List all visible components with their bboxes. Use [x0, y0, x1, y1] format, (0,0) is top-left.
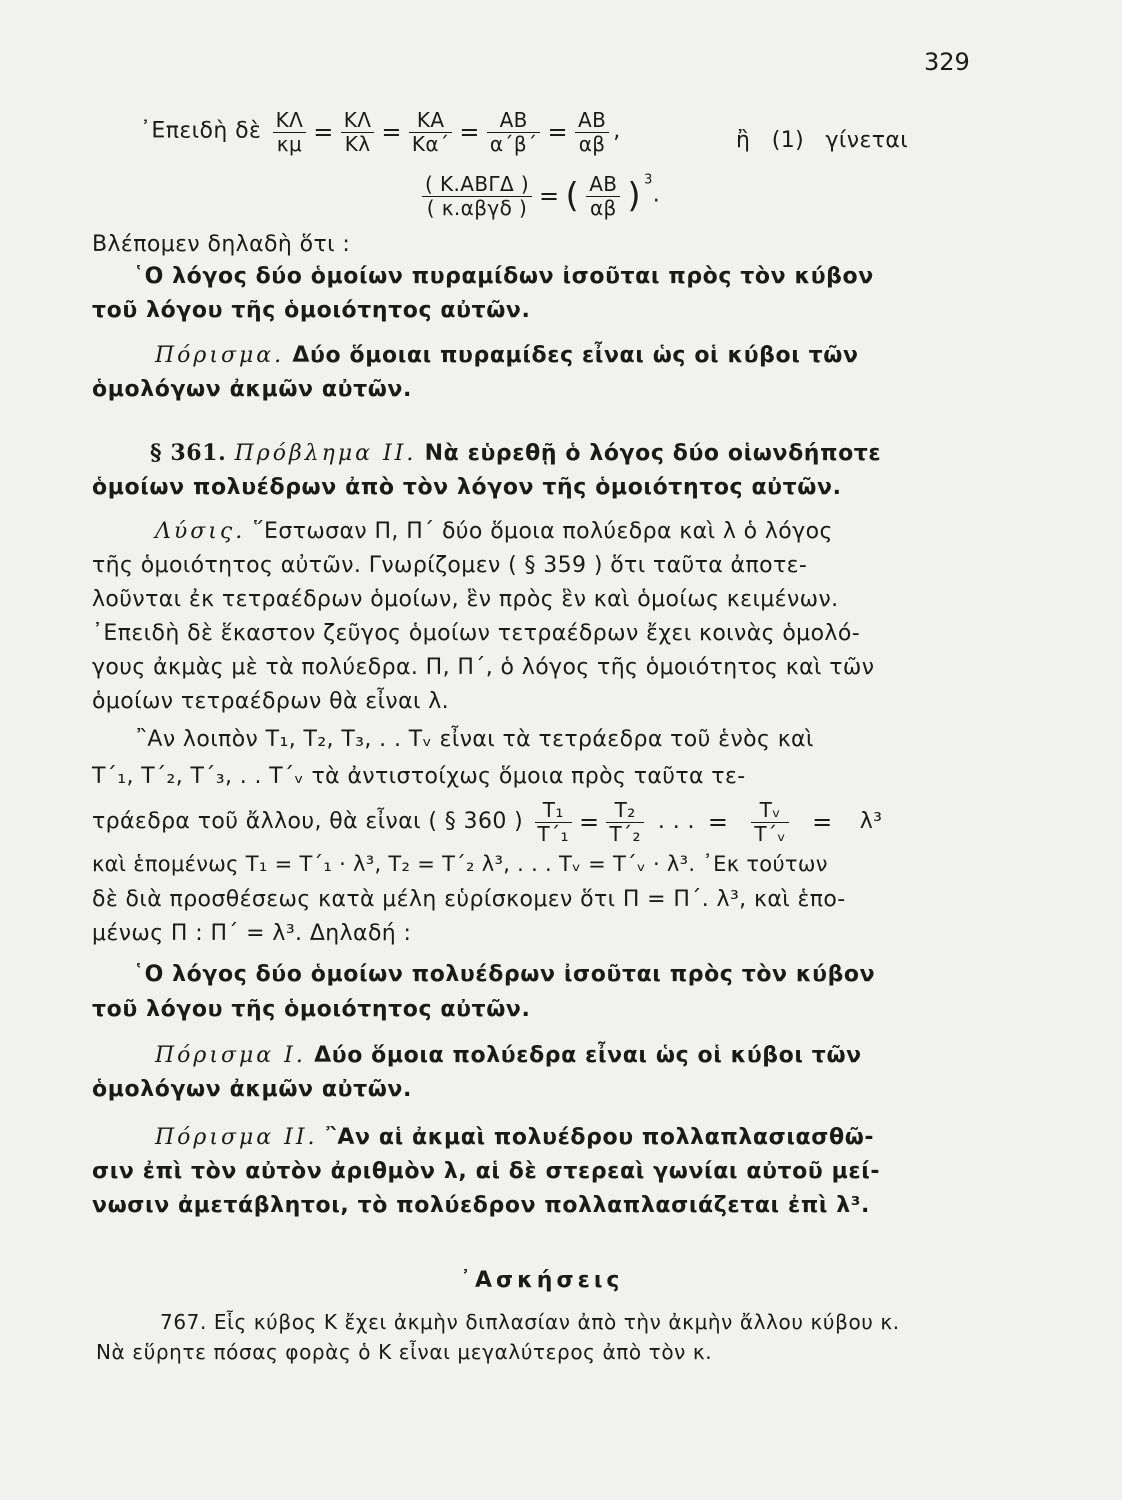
fraction-ab-ab: $\frac{AB}{\alpha\beta}$ [575, 108, 609, 155]
lysis-line5: γους ἀκμὰς μὲ τὰ πολύεδρα. Π, Π΄, ὁ λόγος τῆς ὁμοιότητος καὶ τῶν [92, 655, 875, 680]
porisma2-label: Πόρισμα Ι. [155, 1043, 306, 1068]
exercise-767-line2: Νὰ εὕρητε πόσας φορὰς ὁ Κ εἶναι μεγαλύτερος ἀπὸ τὸν κ. [96, 1340, 713, 1364]
fraction-t1: $\frac{\text{Τ₁}}{\text{Τ΄₁}}$ [535, 798, 572, 845]
volume-ratio-line: $\frac{\text{( Κ.ΑΒΓΔ )}}{\text{( κ.αβγδ )}}$ = ( $\frac{AB}{\alpha\beta}$ ) $^3$. [418, 172, 660, 219]
epeidi-prefix: ᾽Επειδὴ δὲ [140, 118, 262, 144]
lysis-line4: ᾽Επειδὴ δὲ ἕκαστον ζεῦγος ὁμοίων τετραέδρων ἔχει κοινὰς ὁμολό- [92, 621, 861, 646]
blepomen-line: Βλέπομεν δηλαδὴ ὅτι : [92, 232, 351, 257]
porisma1-label: Πόρισμα. [155, 343, 285, 368]
exercise-767-line1: 767. Εἷς κύβος Κ ἔχει ἀκμὴν διπλασίαν ἀπὸ τὴν ἀκμὴν ἄλλου κύβου κ. [160, 1310, 900, 1334]
lysis-line3: λοῦνται ἐκ τετραέδρων ὁμοίων, ἓν πρὸς ἓν καὶ ὁμοίως κειμένων. [92, 587, 839, 612]
fraction-ab-ab-cubed: $\frac{AB}{\alpha\beta}$ [586, 172, 620, 219]
theorem1-line2: τοῦ λόγου τῆς ὁμοιότητος αὐτῶν. [92, 298, 531, 323]
lysis-line1: Λύσις. ῞Εστωσαν Π, Π΄ δύο ὅμοια πολύεδρα καὶ λ ὁ λόγος [155, 519, 833, 544]
porisma2-line1: Πόρισμα Ι. Δύο ὅμοια πολύεδρα εἶναι ὡς οἱ κύβοι τῶν [155, 1043, 862, 1068]
exercises-heading: ᾽Ασκήσεις [460, 1268, 624, 1293]
an-line1: ῍Αν λοιπὸν Τ₁, Τ₂, Τ₃, . . Τᵥ εἶναι τὰ τετράεδρα τοῦ ἑνὸς καὶ [136, 727, 814, 752]
theorem1-line1: ῾Ο λόγος δύο ὁμοίων πυραμίδων ἰσοῦται πρὸς τὸν κύβον [133, 264, 874, 289]
porisma3-label: Πόρισμα ΙΙ. [155, 1125, 318, 1150]
porisma3-line3: νωσιν ἀμετάβλητοι, τὸ πολύεδρον πολλαπλασιάζεται ἐπὶ λ³. [92, 1193, 870, 1218]
porisma2-line2: ὁμολόγων ἀκμῶν αὐτῶν. [92, 1077, 412, 1102]
fraction-ab-ab-prime: $\frac{AB}{\alpha΄\beta΄}$ [487, 108, 541, 155]
lysis-label: Λύσις. [155, 519, 246, 544]
porisma1-line2: ὁμολόγων ἀκμῶν αὐτῶν. [92, 377, 412, 402]
an-line6: μένως Π : Π΄ = λ³. Δηλαδή : [92, 921, 412, 946]
fraction-t2: $\frac{\text{Τ₂}}{\text{Τ΄₂}}$ [606, 798, 643, 845]
ratio-equation-suffix: ἢ (1) γίνεται [736, 128, 909, 153]
theorem2-line2: τοῦ λόγου τῆς ὁμοιότητος αὐτῶν. [92, 997, 531, 1022]
fraction-kl-kl: $\frac{K\Lambda}{K\lambda}$ [341, 108, 375, 155]
porisma3-line2: σιν ἐπὶ τὸν αὐτὸν ἀριθμὸν λ, αἱ δὲ στερεαὶ γωνίαι αὐτοῦ μεί- [92, 1159, 881, 1184]
page-number: 329 [924, 48, 970, 76]
lysis-line2: τῆς ὁμοιότητος αὐτῶν. Γνωρίζομεν ( § 359 ) ὅτι ταῦτα ἀποτε- [92, 553, 808, 578]
an-line4: καὶ ἑπομένως Τ₁ = Τ΄₁ · λ³, Τ₂ = Τ΄₂ λ³, . . . Τᵥ = Τ΄ᵥ · λ³. ᾽Εκ τούτων [92, 852, 828, 876]
fraction-kl-km: $\frac{K\Lambda}{\kappa\mu}$ [273, 108, 307, 155]
an-line5: δὲ διὰ προσθέσεως κατὰ μέλη εὑρίσκομεν ὅτι Π = Π΄. λ³, καὶ ἑπο- [92, 887, 846, 912]
an-line2: Τ΄₁, Τ΄₂, Τ΄₃, . . Τ΄ᵥ τὰ ἀντιστοίχως ὅμοια πρὸς ταῦτα τε- [92, 764, 746, 789]
fraction-volumes: $\frac{\text{( Κ.ΑΒΓΔ )}}{\text{( κ.αβγδ )}}$ [422, 172, 532, 219]
fraction-ka-ka: $\frac{KA}{K\alpha΄}$ [409, 108, 453, 155]
problem-label: Πρόβλημα ΙΙ. [234, 441, 417, 466]
problem-line2: ὁμοίων πολυέδρων ἀπὸ τὸν λόγον τῆς ὁμοιότητος αὐτῶν. [92, 475, 842, 500]
lysis-line6: ὁμοίων τετραέδρων θὰ εἶναι λ. [92, 689, 450, 714]
problem-number: § 361. [150, 440, 227, 466]
fraction-tv: $\frac{\text{Τᵥ}}{\text{Τ΄ᵥ}}$ [751, 798, 789, 845]
problem-line1: § 361. Πρόβλημα ΙΙ. Νὰ εὑρεθῇ ὁ λόγος δύο οἱωνδήποτε [150, 440, 882, 466]
theorem2-line1: ῾Ο λόγος δύο ὁμοίων πολυέδρων ἰσοῦται πρὸς τὸν κύβον [133, 962, 876, 987]
ratio-equation-line: ᾽Επειδὴ δὲ $\frac{K\Lambda}{\kappa\mu}$ = $\frac{K\Lambda}{K\lambda}$ = $\frac{KA}{K\alpha΄}$ = $\frac{AB}{\alpha΄\beta΄}$ = $\frac{AB}{\alpha\beta}$ , [140, 108, 621, 156]
porisma1-line1: Πόρισμα. Δύο ὅμοιαι πυραμίδες εἶναι ὡς οἱ κύβοι τῶν [155, 343, 859, 368]
porisma3-line1: Πόρισμα ΙΙ. ῍Αν αἱ ἀκμαὶ πολυέδρου πολλαπλασιασθῶ- [155, 1125, 875, 1150]
an-line3: τράεδρα τοῦ ἄλλου, θὰ εἶναι ( § 360 ) $\frac{\text{Τ₁}}{\text{Τ΄₁}}$ = $\frac{\text{Τ₂}}{\text{Τ΄₂}}$ . . . = $\frac{\text{Τᵥ}}{\text{Τ΄ᵥ}}$ = λ³ [92, 798, 883, 846]
